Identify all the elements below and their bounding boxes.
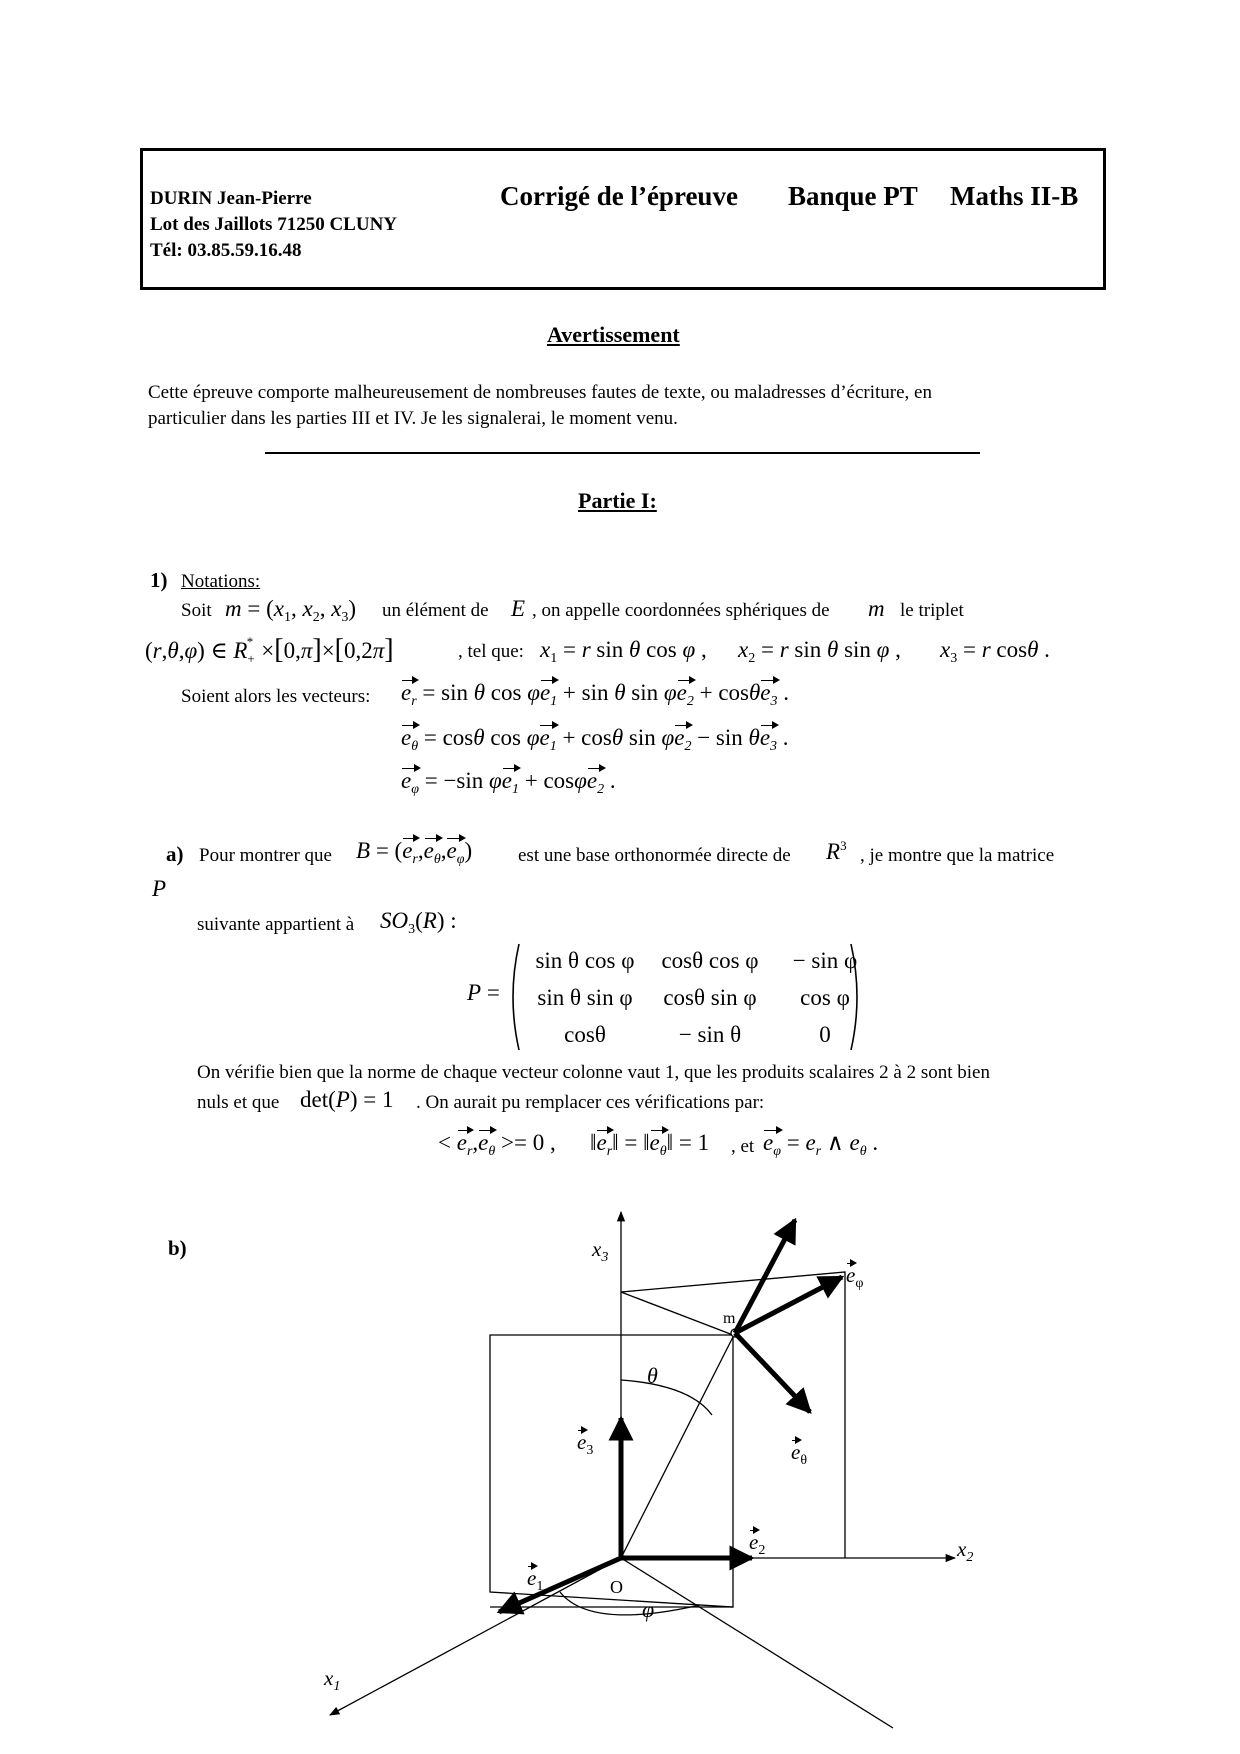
x2-label: $x_2$ (957, 1537, 974, 1565)
doc-title: Corrigé de l’épreuve (500, 181, 738, 211)
qb-label: b) (168, 1236, 187, 1260)
qa-text-2: est une base orthonormée directe de (518, 845, 791, 866)
matrix-cell: sin θ sin φ (537, 985, 633, 1010)
tel-que-text: , tel que: (458, 641, 524, 662)
matrix-cell: − sin θ (678, 1022, 742, 1047)
author-name: DURIN Jean-Pierre (150, 188, 312, 209)
norm-eq: $‖e_r‖$ = $‖e_\theta‖ = 1$ (590, 1130, 710, 1159)
verif-line-1: On vérifie bien que la norme de chaque vecteur colonne vaut 1, que les produits scalaires 2 à 2 sont bien (197, 1062, 990, 1083)
origin-label: O (610, 1577, 623, 1597)
phi-label: φ (642, 1597, 655, 1622)
q1-number: 1) (150, 568, 168, 592)
warning-line-2: particulier dans les parties III et IV. Je les signalerai, le moment venu. (148, 408, 678, 429)
triplet-text: le triplet (900, 600, 964, 621)
ephi-def: $e_\varphi = -\sin$ $\varphi e_1 + \cos\varphi e_2$ . (401, 768, 616, 797)
point-m-label: m (723, 1310, 736, 1327)
e1-vector (499, 1558, 621, 1612)
e2-label: $e_2$ (749, 1530, 766, 1558)
etheta-vector (735, 1333, 810, 1412)
theta-label: θ (647, 1363, 658, 1388)
soit-text: Soit (181, 600, 212, 621)
verif-line-2a: nuls et que (197, 1092, 280, 1113)
qa-label: a) (166, 842, 184, 866)
matrix-cell: cosθ (564, 1022, 606, 1047)
x3-label: $x_3$ (592, 1237, 609, 1265)
P-symbol: P (152, 876, 167, 901)
cross-eq: $e_\varphi = e_r$ ∧ $e_\theta$ . (763, 1130, 879, 1159)
warning-line-1: Cette épreuve comporte malheureusement de nombreuses fautes de texte, ou maladresses d’écriture, en (148, 382, 932, 403)
R3-symbol: $R^3$ (826, 838, 847, 864)
coords-text: , on appelle coordonnées sphériques de (532, 600, 830, 621)
basis-B: $B = (e_r,e_\theta,e_\varphi)$ (356, 838, 473, 867)
qa-suivante: suivante appartient à (197, 914, 355, 935)
top-edge (621, 1292, 736, 1335)
triplet-domain: (r,θ,φ) ∈ $R_+^* \times[0,\pi]\times[0,2\pi]$ (145, 634, 394, 666)
m-def: $m = (x_1$, $x_2$, $x_3$) (225, 596, 357, 625)
author-phone: Tél: 03.85.59.16.48 (150, 240, 302, 261)
matrix-cell: cosθ sin φ (663, 985, 757, 1010)
et-text: , et (731, 1136, 755, 1157)
matrix-cell: − sin φ (792, 948, 858, 973)
x1-label: $x_1$ (324, 1666, 341, 1694)
matrix-P-label: P = (467, 980, 500, 1005)
matrix-cell: 0 (819, 1022, 831, 1047)
e3-label: $e_3$ (577, 1430, 594, 1458)
SO3-symbol: $SO_3(R)$ : (380, 908, 457, 937)
warning-title: Avertissement (547, 322, 680, 347)
part1-title: Partie I: (578, 488, 657, 513)
x1-def: $x_1 = r$ sin θ cos φ , (540, 637, 707, 666)
matrix-cell: cos φ (800, 985, 850, 1010)
qa-text-3: , je montre que la matrice (860, 845, 1055, 866)
soient-text: Soient alors les vecteurs: (181, 686, 371, 707)
x3-def: $x_3 = r$ cosθ . (940, 637, 1050, 666)
q1-label: Notations: (181, 571, 261, 592)
detP-eq: det(P) = 1 (300, 1087, 394, 1112)
etheta-label: $e_\theta$ (791, 1440, 808, 1468)
theta-arc (621, 1380, 712, 1415)
x1-axis (330, 1558, 621, 1715)
elem-text: un élément de (382, 600, 489, 621)
matrix-cell: sin θ cos φ (535, 948, 635, 973)
E-symbol: E (511, 596, 526, 621)
matrix-cell: cosθ cos φ (661, 948, 759, 973)
er-def: $e_r = \sin \theta$ $\cos \varphi e_1 + \sin \theta$ $\sin \varphi e_2 + \cos\theta e_3$ . (401, 680, 790, 709)
doc-subject: Maths II-B (950, 181, 1079, 211)
doc-contest: Banque PT (788, 181, 918, 211)
qa-text-1: Pour montrer que (199, 845, 332, 866)
projection-line (621, 1558, 893, 1728)
radius-line (621, 1333, 735, 1558)
ephi-label: $e_\varphi$ (846, 1263, 864, 1291)
verif-line-2b: . On aurait pu remplacer ces vérifications par: (416, 1092, 765, 1113)
author-address: Lot des Jaillots 71250 CLUNY (150, 214, 398, 235)
m-symbol: m (868, 596, 885, 621)
scalar-eq: < $e_r,e_\theta >= 0$ , (438, 1130, 556, 1159)
e1-label: $e_1$ (527, 1566, 544, 1594)
etheta-def: $e_\theta = \cos\theta$ $\cos \varphi e_1 + \cos\theta$ $\sin \varphi e_2 - \sin \theta e_3$ . (401, 725, 789, 754)
x2-def: $x_2 = r$ sin θ sin φ , (738, 637, 901, 666)
